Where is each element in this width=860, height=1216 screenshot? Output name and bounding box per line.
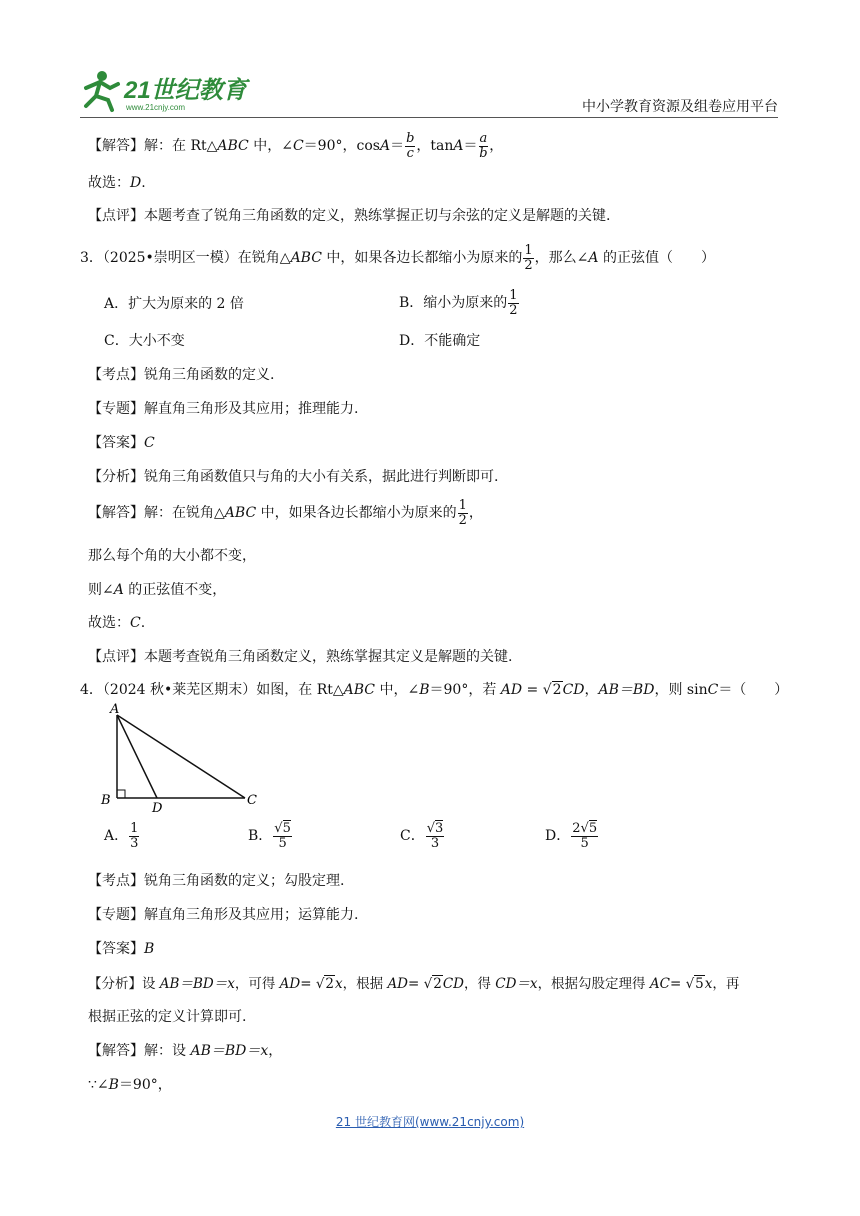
q2-comment: 【点评】本题考查了锐角三角函数的定义，熟练掌握正切与余弦的定义是解题的关键. [88, 208, 611, 224]
q3-option-c: C．大小不变 [104, 333, 185, 349]
header-divider [80, 117, 778, 118]
q4-option-d: D． $\frac{2√5}{5}$ [545, 821, 598, 851]
q3-zhuanti: 【专题】解直角三角形及其应用；推理能力. [88, 401, 359, 417]
q3-option-b: B．缩小为原来的 $\frac{1}{2}$ [399, 288, 518, 318]
q2-choose: 故选：D. [88, 175, 146, 191]
q3-detail-line3: 则∠A 的正弦值不变， [88, 582, 227, 598]
q4-stem: 4．（2024 秋•莱芜区期末）如图，在 Rt△ABC 中，∠B＝90°，若 AD = √2CD，AB＝BD，则 sinC＝（ ） [80, 682, 789, 698]
figure-label-d: D [152, 801, 163, 814]
q3-option-d: D．不能确定 [399, 333, 481, 349]
figure-label-a: A [110, 702, 120, 717]
figure-label-b: B [101, 793, 111, 808]
q4-option-b: B． $\frac{√5}{5}$ [248, 821, 291, 851]
q4-option-a: A． $\frac{1}{3}$ [104, 821, 139, 851]
logo-text: 21世纪教育 [124, 77, 247, 104]
q4-answer: 【答案】B [88, 941, 155, 957]
figure-label-c: C [247, 793, 257, 808]
q3-detail: 【解答】解：在锐角△ABC 中，如果各边长都缩小为原来的 $\frac{1}{2}$ ， [88, 498, 483, 528]
q4-zhuanti: 【专题】解直角三角形及其应用；运算能力. [88, 907, 359, 923]
q3-stem: 3．（2025•崇明区一模）在锐角△ABC 中，如果各边长都缩小为原来的 $\frac{1}{2}$ ，那么∠A 的正弦值（ ） [80, 243, 715, 273]
site-logo [80, 66, 265, 114]
q2-answer-detail: 【解答】解：在 Rt△ABC 中，∠C＝90°，cosA＝ $\frac{b}{c}$ ，tanA＝ $\frac{a}{b}$ ， [88, 131, 504, 161]
triangle-figure [98, 702, 266, 814]
q4-analysis-line1: 【分析】设 AB＝BD＝x，可得 AD= √2x，根据 AD= √2CD，得 CD＝x，根据勾股定理得 AC= √5x，再 [88, 976, 740, 992]
q3-option-a: A．扩大为原来的 2 倍 [104, 296, 244, 312]
q3-kaodian: 【考点】锐角三角函数的定义. [88, 367, 275, 383]
footer-link[interactable]: 21 世纪教育网(www.21cnjy.com) [335, 1115, 525, 1129]
q3-detail-line2: 那么每个角的大小都不变， [88, 548, 256, 564]
q4-since: ∵∠B＝90°， [88, 1077, 172, 1093]
runner-icon [86, 71, 118, 110]
q3-answer: 【答案】C [88, 435, 155, 451]
q3-comment: 【点评】本题考查锐角三角函数定义，熟练掌握其定义是解题的关键. [88, 649, 513, 665]
q4-analysis-line2: 根据正弦的定义计算即可. [88, 1009, 247, 1025]
q3-choose: 故选：C. [88, 615, 146, 631]
q4-detail: 【解答】解：设 AB＝BD＝x， [88, 1043, 283, 1059]
q4-option-c: C． $\frac{√3}{3}$ [400, 821, 444, 851]
platform-name: 中小学教育资源及组卷应用平台 [582, 99, 778, 115]
logo-url: www.21cnjy.com [126, 103, 185, 112]
q4-kaodian: 【考点】锐角三角函数的定义；勾股定理. [88, 873, 345, 889]
q3-analysis: 【分析】锐角三角函数值只与角的大小有关系，据此进行判断即可. [88, 469, 499, 485]
